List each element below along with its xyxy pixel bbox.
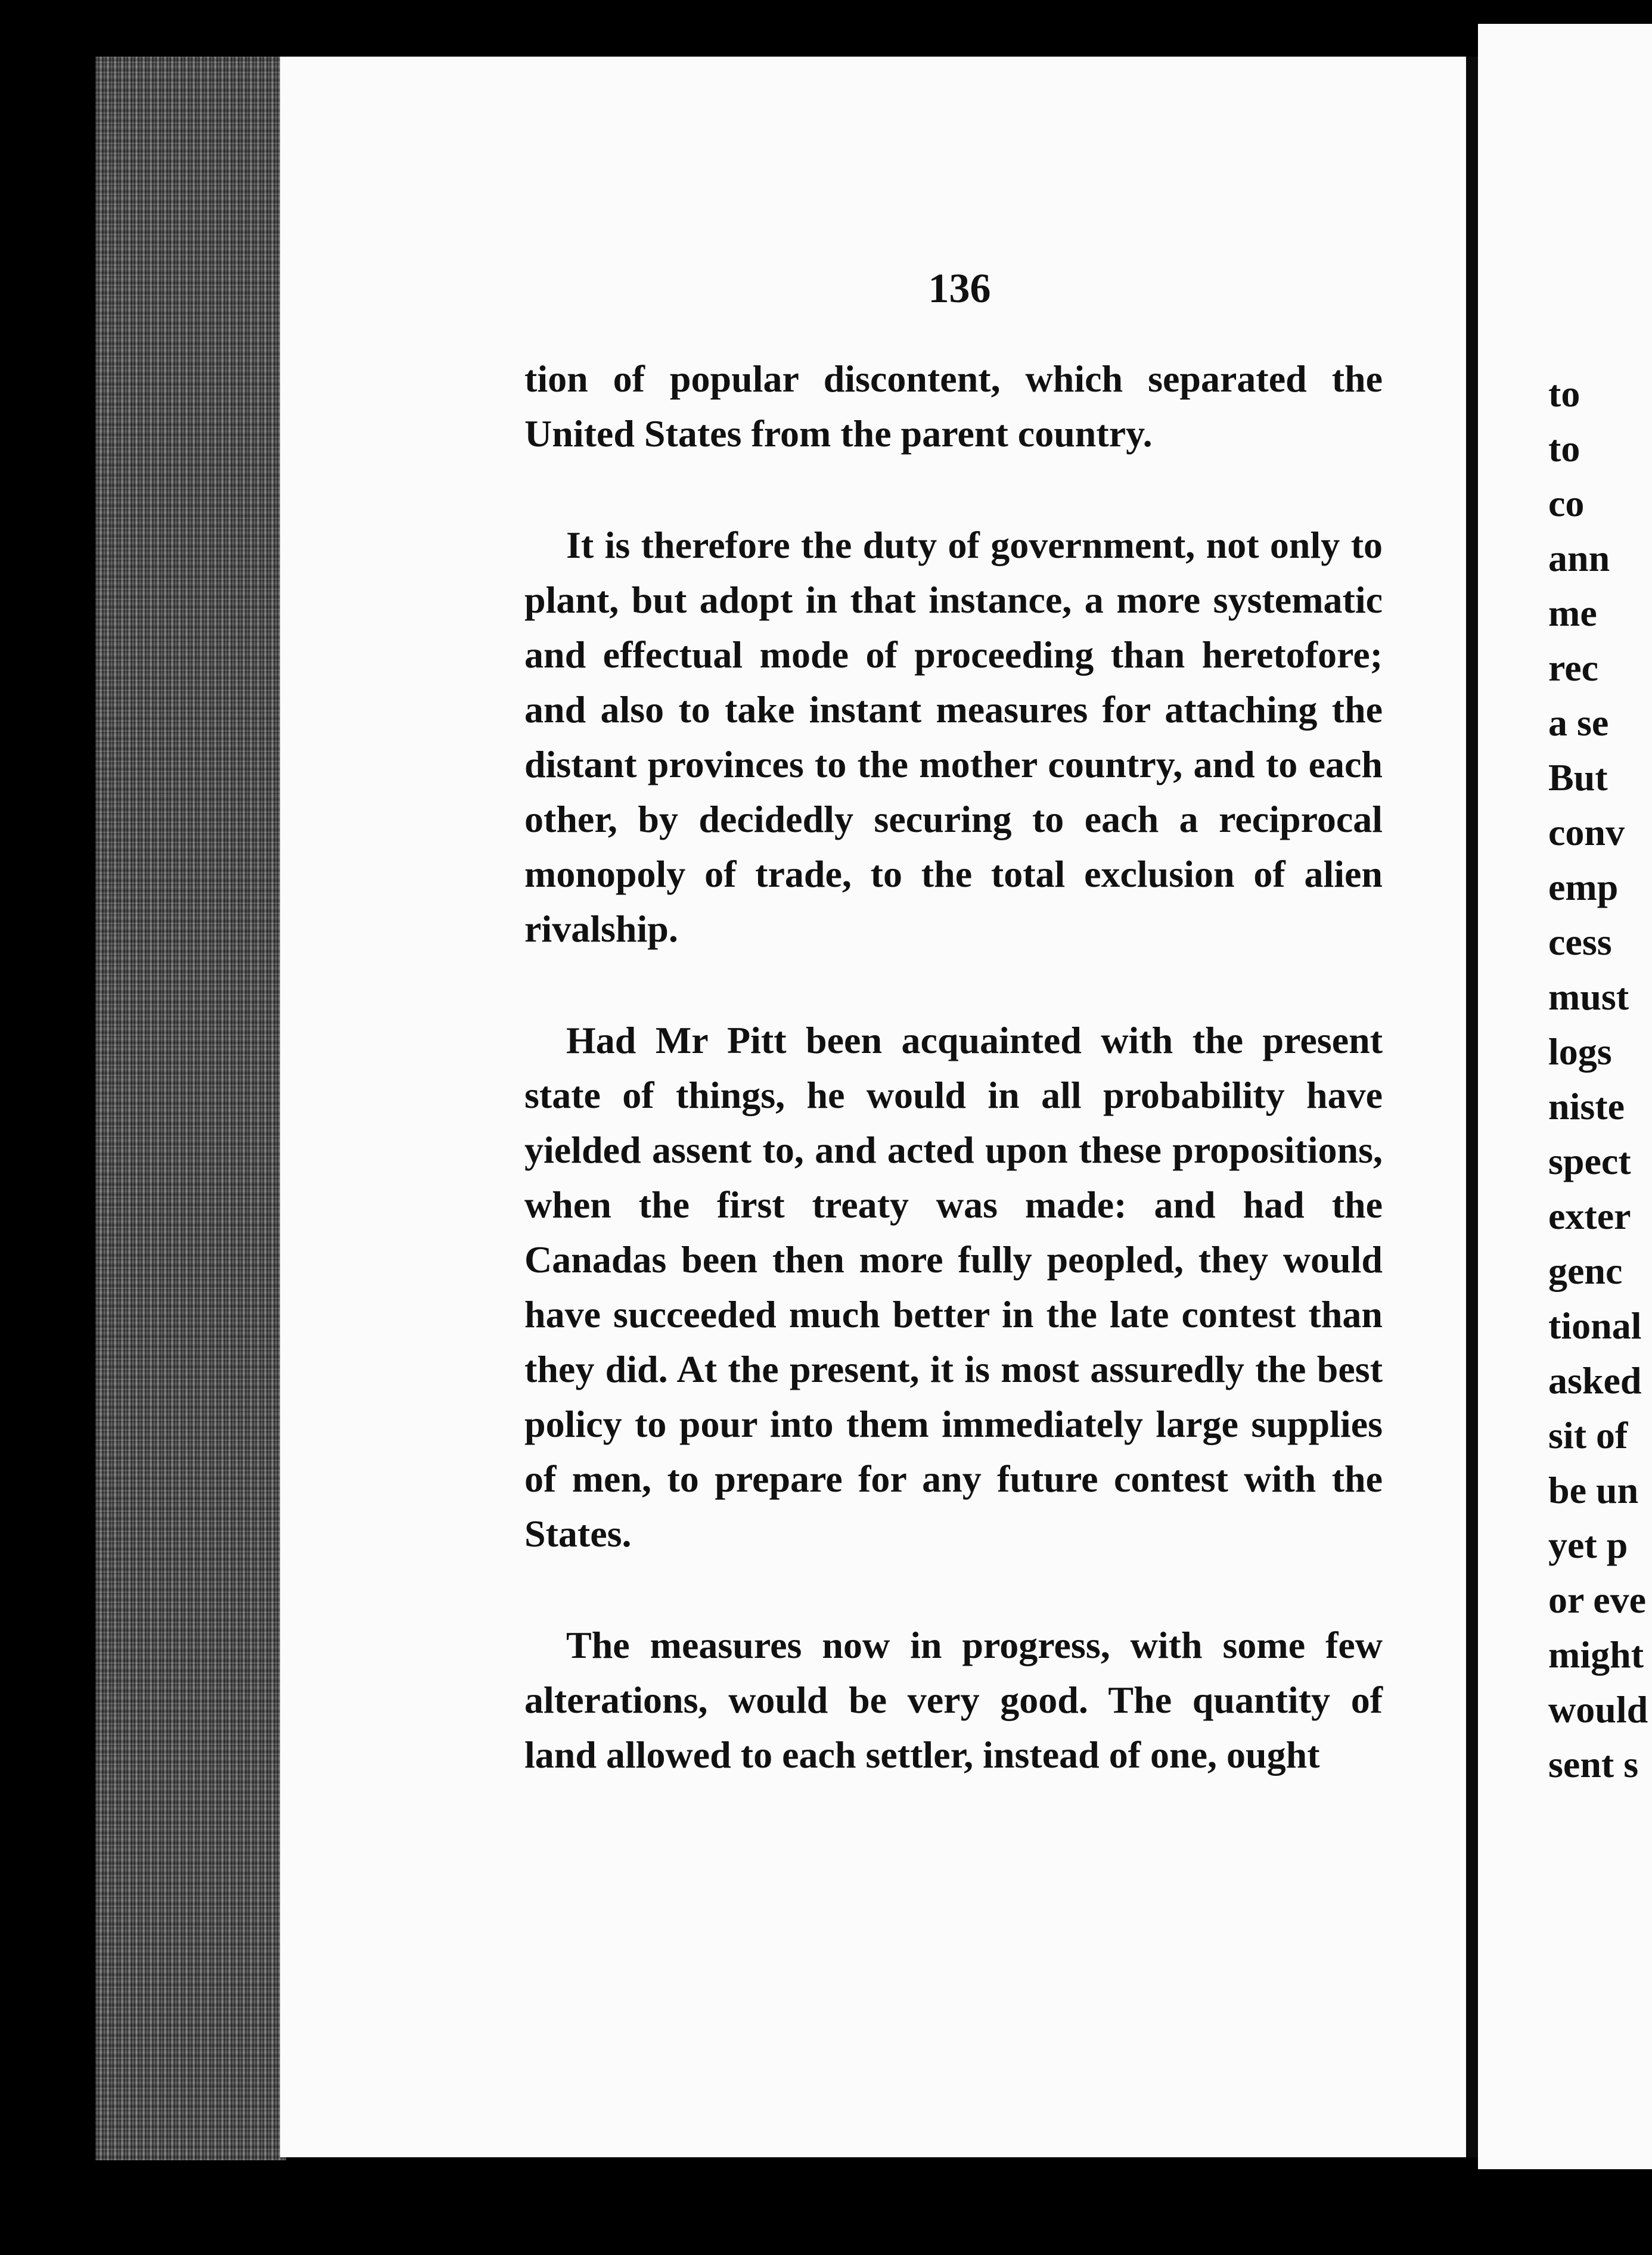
paragraph-3: Had Mr Pitt been acquainted with the present state of things, he would in all probability have yielded assent to, and acted upon these propositions, when the first treaty was made: and had the Canadas been then more fully peopled, they would have succeeded much better in the late contest than they did. At the present, it is most assuredly the best policy to pour into them immediately large supplies of men, to prepare for any future contest with the States. [524, 1019, 1383, 1555]
page-number: 136 [928, 266, 991, 312]
left-page-body [524, 352, 1383, 1839]
right-line: me [1548, 592, 1597, 634]
right-line: genc [1548, 1250, 1623, 1292]
right-line: sent s [1548, 1743, 1639, 1785]
right-line: to [1548, 372, 1580, 415]
right-line: ann [1548, 537, 1610, 579]
right-line: spect [1548, 1140, 1631, 1182]
right-line: rec [1548, 647, 1599, 689]
book-gutter [1466, 57, 1478, 2157]
paragraph-4: The measures now in progress, with some few alterations, would be very good. The quantity of land allowed to each settler, instead of one, ought [524, 1624, 1383, 1776]
right-line: co [1548, 482, 1585, 524]
right-line: asked [1548, 1359, 1642, 1402]
right-line: niste [1548, 1085, 1625, 1128]
right-line: or eve [1548, 1579, 1647, 1621]
right-line: logs [1548, 1030, 1612, 1073]
paragraph-1: tion of popular discontent, which separated the United States from the parent country. [524, 358, 1383, 455]
page-edges [95, 57, 286, 2160]
right-line: cess [1548, 921, 1612, 963]
right-line: be un [1548, 1469, 1639, 1511]
right-line: must [1548, 976, 1629, 1018]
right-line: emp [1548, 866, 1619, 908]
right-line: yet p [1548, 1524, 1628, 1566]
right-line: to [1548, 427, 1580, 470]
right-line: a se [1548, 701, 1609, 744]
right-line: would [1548, 1688, 1648, 1731]
right-line: conv [1548, 811, 1625, 853]
right-line: exter [1548, 1195, 1631, 1237]
right-line: might [1548, 1633, 1644, 1676]
right-page-fragments [1548, 366, 1652, 1792]
right-line: But [1548, 756, 1608, 799]
right-line: sit of [1548, 1414, 1628, 1456]
paragraph-2: It is therefore the duty of government, not only to plant, but adopt in that instance, a more systematic and effectual mode of proceeding than heretofore; and also to take instant measures for attaching the distant provinces to the mother country, and to each other, by decidedly securing to each a reciprocal monopoly of trade, to the total exclusion of alien rivalship. [524, 524, 1383, 950]
right-line: tional [1548, 1304, 1642, 1347]
